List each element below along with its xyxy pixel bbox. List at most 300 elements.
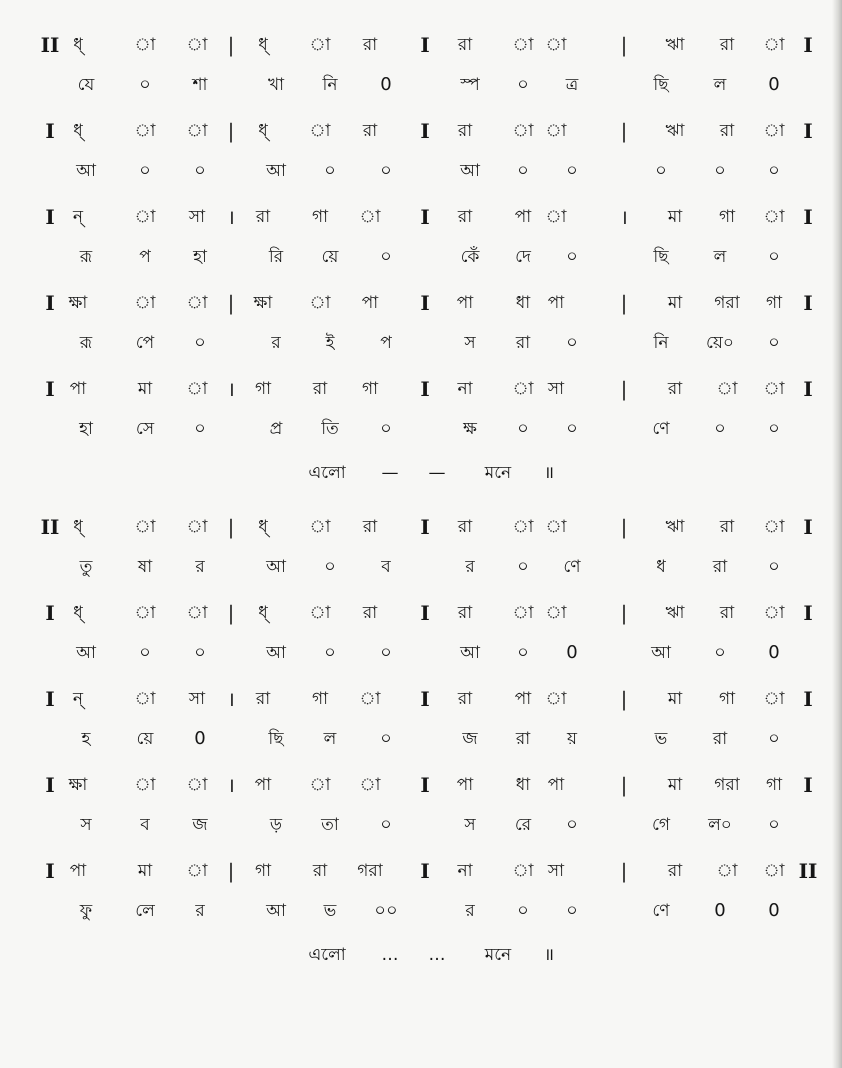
refrain-word: মনে bbox=[484, 945, 512, 965]
notation-row bbox=[0, 598, 842, 628]
swara-note: গা bbox=[311, 207, 329, 227]
swara-note: রা bbox=[719, 603, 735, 623]
lyric-syllable: ল bbox=[713, 75, 727, 95]
swara-note: া bbox=[359, 775, 381, 795]
refrain-word: এলো bbox=[308, 463, 346, 483]
lyric-syllable: ০০ bbox=[374, 900, 398, 921]
swara-note: ধা bbox=[515, 293, 531, 313]
lyric-syllable: য় bbox=[566, 729, 578, 749]
bar-line-mark: | bbox=[227, 291, 235, 315]
lyric-syllable: র bbox=[465, 557, 475, 577]
bar-line-mark: II bbox=[798, 859, 818, 883]
lyric-syllable: ০ bbox=[566, 814, 578, 835]
refrain-word: … bbox=[381, 945, 399, 965]
refrain-line bbox=[0, 940, 842, 970]
swara-note: া bbox=[309, 121, 331, 141]
swara-note: া bbox=[763, 35, 785, 55]
lyric-syllable: প্র bbox=[269, 419, 283, 439]
bar-line-mark: | bbox=[620, 33, 628, 57]
lyric-syllable: ০ bbox=[517, 418, 529, 439]
swara-note: রা bbox=[457, 689, 473, 709]
swara-note: রা bbox=[457, 35, 473, 55]
lyric-syllable: ০ bbox=[517, 74, 529, 95]
lyric-syllable: হা bbox=[79, 419, 93, 439]
lyric-syllable: প bbox=[139, 247, 151, 267]
swara-note: ঋা bbox=[665, 517, 685, 537]
lyric-syllable: ব bbox=[381, 557, 391, 577]
swara-note: না bbox=[457, 861, 473, 881]
notation-row bbox=[0, 770, 842, 800]
lyric-syllable: র bbox=[195, 557, 205, 577]
swara-note: া bbox=[359, 689, 381, 709]
lyric-row bbox=[0, 810, 842, 840]
lyric-syllable: য়ে bbox=[136, 729, 154, 749]
bar-line-mark: I bbox=[803, 119, 813, 143]
swara-note: সা bbox=[188, 207, 206, 227]
lyric-syllable: ০ bbox=[380, 642, 392, 663]
swara-note: া bbox=[512, 861, 534, 881]
lyric-syllable: ত্র bbox=[565, 75, 579, 95]
swara-note: রা bbox=[667, 379, 683, 399]
lyric-syllable: ০ bbox=[768, 556, 780, 577]
bar-line-mark: | bbox=[620, 377, 628, 401]
swara-note: পা bbox=[456, 775, 474, 795]
lyric-syllable: ই bbox=[325, 333, 335, 353]
lyric-syllable: তু bbox=[79, 557, 93, 577]
swara-note: পা bbox=[547, 293, 565, 313]
swara-note: া bbox=[545, 517, 567, 537]
bar-line-mark: I bbox=[803, 205, 813, 229]
lyric-syllable: ভ bbox=[323, 901, 337, 921]
lyric-syllable: ০ bbox=[380, 246, 392, 267]
swara-note: গা bbox=[765, 293, 783, 313]
swara-note: রা bbox=[457, 207, 473, 227]
lyric-syllable: ল০ bbox=[708, 815, 732, 835]
bar-line-mark: | bbox=[620, 687, 628, 711]
lyric-syllable: ০ bbox=[194, 160, 206, 181]
swara-note: া bbox=[359, 207, 381, 227]
swara-note: রা bbox=[362, 35, 378, 55]
lyric-syllable: ০ bbox=[714, 418, 726, 439]
swara-note: ধ্ bbox=[258, 35, 268, 55]
swara-note: া bbox=[309, 775, 331, 795]
lyric-syllable: 0 bbox=[768, 74, 780, 95]
lyric-syllable: ছি bbox=[653, 75, 669, 95]
lyric-syllable: 0 bbox=[714, 900, 726, 921]
lyric-row bbox=[0, 156, 842, 186]
swara-note: ধ্ bbox=[258, 121, 268, 141]
lyric-syllable: জ bbox=[462, 729, 478, 749]
swara-note: ঋা bbox=[665, 603, 685, 623]
lyric-row bbox=[0, 414, 842, 444]
swara-note: গরা bbox=[714, 775, 740, 795]
swara-note: ক্ষা bbox=[68, 775, 88, 795]
lyric-syllable: ০ bbox=[714, 642, 726, 663]
lyric-syllable: ০ bbox=[566, 160, 578, 181]
swara-note: া bbox=[134, 689, 156, 709]
bar-line-mark: | bbox=[227, 119, 235, 143]
swara-note: না bbox=[457, 379, 473, 399]
lyric-syllable: ০ bbox=[380, 814, 392, 835]
lyric-syllable: লে bbox=[135, 901, 155, 921]
lyric-syllable: ল bbox=[323, 729, 337, 749]
lyric-syllable: ০ bbox=[139, 642, 151, 663]
bar-line-mark: | bbox=[227, 515, 235, 539]
swara-note: রা bbox=[255, 207, 271, 227]
bar-line-mark: | bbox=[227, 859, 235, 883]
swara-note: া bbox=[763, 121, 785, 141]
lyric-syllable: র bbox=[465, 901, 475, 921]
lyric-syllable: পে bbox=[135, 333, 155, 353]
lyric-row bbox=[0, 896, 842, 926]
bar-line-mark: II bbox=[40, 33, 60, 57]
lyric-syllable: প bbox=[380, 333, 392, 353]
lyric-syllable: ছি bbox=[653, 247, 669, 267]
lyric-syllable: রূ bbox=[79, 247, 93, 267]
swara-note: রা bbox=[457, 121, 473, 141]
swara-note: পা bbox=[69, 861, 87, 881]
swara-note: রা bbox=[719, 121, 735, 141]
lyric-syllable: ০ bbox=[194, 332, 206, 353]
lyric-syllable: ফু bbox=[79, 901, 93, 921]
notation-row bbox=[0, 856, 842, 886]
swara-note: ঋা bbox=[665, 35, 685, 55]
lyric-syllable: ০ bbox=[566, 246, 578, 267]
refrain-word: — bbox=[381, 463, 399, 483]
lyric-syllable: নি bbox=[322, 75, 338, 95]
bar-line-mark: I bbox=[45, 291, 55, 315]
lyric-syllable: নি bbox=[653, 333, 669, 353]
bar-line-mark: । bbox=[227, 687, 235, 711]
lyric-syllable: শা bbox=[192, 75, 208, 95]
swara-note: া bbox=[134, 207, 156, 227]
swara-note: া bbox=[716, 379, 738, 399]
lyric-syllable: 0 bbox=[768, 900, 780, 921]
swara-note: মা bbox=[667, 293, 683, 313]
notation-row bbox=[0, 116, 842, 146]
bar-line-mark: I bbox=[45, 601, 55, 625]
notation-row bbox=[0, 512, 842, 542]
bar-line-mark: II bbox=[40, 515, 60, 539]
lyric-syllable: ণে bbox=[652, 419, 670, 439]
lyric-syllable: ষা bbox=[137, 557, 153, 577]
lyric-row bbox=[0, 70, 842, 100]
swara-note: মা bbox=[137, 379, 153, 399]
swara-note: ধ্ bbox=[73, 603, 83, 623]
swara-note: মা bbox=[667, 207, 683, 227]
swara-note: া bbox=[716, 861, 738, 881]
swara-note: পা bbox=[514, 689, 532, 709]
lyric-syllable: ণে bbox=[652, 901, 670, 921]
swara-note: গা bbox=[254, 861, 272, 881]
swara-note: ধ্ bbox=[73, 517, 83, 537]
lyric-syllable: 0 bbox=[194, 728, 206, 749]
swara-note: ধ্ bbox=[258, 603, 268, 623]
lyric-syllable: ভ bbox=[654, 729, 668, 749]
swara-note: রা bbox=[312, 379, 328, 399]
swara-note: া bbox=[545, 121, 567, 141]
lyric-syllable: ০ bbox=[324, 642, 336, 663]
swara-note: মা bbox=[137, 861, 153, 881]
bar-line-mark: | bbox=[620, 773, 628, 797]
lyric-syllable: 0 bbox=[380, 74, 392, 95]
swara-note: া bbox=[512, 517, 534, 537]
lyric-syllable: আ bbox=[460, 161, 480, 181]
swara-note: পা bbox=[456, 293, 474, 313]
lyric-syllable: গে bbox=[651, 815, 671, 835]
bar-line-mark: I bbox=[45, 687, 55, 711]
lyric-syllable: ০ bbox=[517, 556, 529, 577]
swara-note: া bbox=[186, 35, 208, 55]
swara-note: গরা bbox=[357, 861, 383, 881]
lyric-syllable: ০ bbox=[380, 160, 392, 181]
swara-note: া bbox=[309, 293, 331, 313]
lyric-row bbox=[0, 328, 842, 358]
swara-note: ন্ bbox=[72, 207, 84, 227]
swara-note: রা bbox=[362, 121, 378, 141]
lyric-syllable: ০ bbox=[380, 418, 392, 439]
lyric-syllable: স bbox=[464, 333, 476, 353]
refrain-line bbox=[0, 458, 842, 488]
swara-note: া bbox=[512, 121, 534, 141]
lyric-syllable: ০ bbox=[380, 728, 392, 749]
bar-line-mark: I bbox=[420, 119, 430, 143]
swara-note: রা bbox=[719, 517, 735, 537]
swara-note: গা bbox=[718, 689, 736, 709]
swara-note: পা bbox=[254, 775, 272, 795]
swara-note: রা bbox=[457, 517, 473, 537]
swara-note: পা bbox=[514, 207, 532, 227]
lyric-syllable: ০ bbox=[566, 332, 578, 353]
bar-line-mark: | bbox=[620, 119, 628, 143]
bar-line-mark: I bbox=[45, 773, 55, 797]
notation-row bbox=[0, 30, 842, 60]
swara-note: া bbox=[309, 517, 331, 537]
swara-note: মা bbox=[667, 689, 683, 709]
lyric-syllable: ০ bbox=[194, 642, 206, 663]
lyric-syllable: ড় bbox=[269, 815, 283, 835]
lyric-syllable: হা bbox=[193, 247, 207, 267]
swara-note: া bbox=[545, 207, 567, 227]
swara-note: ক্ষা bbox=[68, 293, 88, 313]
swara-note: া bbox=[545, 603, 567, 623]
swara-note: রা bbox=[255, 689, 271, 709]
swara-note: রা bbox=[362, 603, 378, 623]
lyric-syllable: ল bbox=[713, 247, 727, 267]
bar-line-mark: I bbox=[803, 773, 813, 797]
lyric-syllable: য়ে bbox=[321, 247, 339, 267]
swara-note: গরা bbox=[714, 293, 740, 313]
lyric-syllable: ০ bbox=[517, 160, 529, 181]
bar-line-mark: । bbox=[620, 205, 628, 229]
bar-line-mark: I bbox=[420, 291, 430, 315]
lyric-syllable: তা bbox=[321, 815, 339, 835]
bar-line-mark: I bbox=[803, 291, 813, 315]
bar-line-mark: I bbox=[45, 859, 55, 883]
lyric-syllable: হ bbox=[81, 729, 91, 749]
bar-line-mark: I bbox=[420, 859, 430, 883]
swara-note: গা bbox=[361, 379, 379, 399]
swara-note: া bbox=[545, 689, 567, 709]
lyric-syllable: স bbox=[80, 815, 92, 835]
swara-note: া bbox=[763, 207, 785, 227]
bar-line-mark: I bbox=[420, 773, 430, 797]
swara-note: ধ্ bbox=[73, 35, 83, 55]
lyric-syllable: ০ bbox=[194, 418, 206, 439]
swara-note: া bbox=[134, 603, 156, 623]
lyric-syllable: আ bbox=[266, 161, 286, 181]
lyric-syllable: ০ bbox=[566, 900, 578, 921]
refrain-word: মনে bbox=[484, 463, 512, 483]
refrain-word: ॥ bbox=[543, 463, 555, 483]
refrain-word: … bbox=[428, 945, 446, 965]
lyric-syllable: রা bbox=[515, 333, 531, 353]
swara-note: সা bbox=[547, 379, 565, 399]
swara-note: া bbox=[309, 603, 331, 623]
refrain-word: — bbox=[428, 463, 446, 483]
lyric-syllable: রা bbox=[515, 729, 531, 749]
lyric-syllable: রা bbox=[712, 729, 728, 749]
bar-line-mark: I bbox=[45, 377, 55, 401]
bar-line-mark: | bbox=[227, 601, 235, 625]
swara-note: ধা bbox=[515, 775, 531, 795]
lyric-syllable: খা bbox=[267, 75, 285, 95]
lyric-syllable: র bbox=[271, 333, 281, 353]
lyric-syllable: ০ bbox=[655, 160, 667, 181]
swara-note: া bbox=[309, 35, 331, 55]
lyric-syllable: যে bbox=[77, 75, 95, 95]
lyric-syllable: ব bbox=[140, 815, 150, 835]
lyric-syllable: রা bbox=[712, 557, 728, 577]
swara-note: া bbox=[763, 379, 785, 399]
swara-note: রা bbox=[667, 861, 683, 881]
swara-note: ক্ষা bbox=[253, 293, 273, 313]
bar-line-mark: I bbox=[45, 119, 55, 143]
lyric-syllable: আ bbox=[76, 161, 96, 181]
bar-line-mark: I bbox=[420, 377, 430, 401]
lyric-syllable: ণে bbox=[563, 557, 581, 577]
lyric-syllable: ০ bbox=[714, 160, 726, 181]
lyric-syllable: সে bbox=[135, 419, 155, 439]
swara-note: ধ্ bbox=[258, 517, 268, 537]
lyric-syllable: 0 bbox=[768, 642, 780, 663]
lyric-row bbox=[0, 724, 842, 754]
lyric-syllable: ০ bbox=[324, 556, 336, 577]
refrain-word: ॥ bbox=[543, 945, 555, 965]
bar-line-mark: I bbox=[803, 33, 813, 57]
lyric-syllable: দে bbox=[515, 247, 531, 267]
swara-note: গা bbox=[765, 775, 783, 795]
lyric-syllable: ০ bbox=[566, 418, 578, 439]
swara-note: ধ্ bbox=[73, 121, 83, 141]
swara-note: া bbox=[763, 517, 785, 537]
lyric-syllable: ০ bbox=[768, 418, 780, 439]
notation-row bbox=[0, 202, 842, 232]
bar-line-mark: I bbox=[803, 377, 813, 401]
lyric-syllable: রি bbox=[268, 247, 284, 267]
swara-note: া bbox=[186, 121, 208, 141]
lyric-syllable: ছি bbox=[268, 729, 284, 749]
bar-line-mark: I bbox=[420, 687, 430, 711]
lyric-syllable: আ bbox=[266, 901, 286, 921]
bar-line-mark: I bbox=[45, 205, 55, 229]
bar-line-mark: I bbox=[420, 601, 430, 625]
lyric-syllable: র bbox=[195, 901, 205, 921]
notation-row bbox=[0, 288, 842, 318]
lyric-syllable: রে bbox=[514, 815, 532, 835]
lyric-syllable: ধ bbox=[656, 557, 666, 577]
swara-note: া bbox=[134, 293, 156, 313]
bar-line-mark: I bbox=[803, 515, 813, 539]
lyric-syllable: ০ bbox=[768, 332, 780, 353]
swara-note: া bbox=[134, 121, 156, 141]
swara-note: া bbox=[186, 603, 208, 623]
lyric-syllable: তি bbox=[321, 419, 339, 439]
bar-line-mark: I bbox=[803, 687, 813, 711]
lyric-row bbox=[0, 638, 842, 668]
bar-line-mark: I bbox=[420, 33, 430, 57]
swara-note: গা bbox=[254, 379, 272, 399]
swara-note: া bbox=[512, 603, 534, 623]
swara-note: গা bbox=[718, 207, 736, 227]
lyric-syllable: ০ bbox=[139, 160, 151, 181]
swara-note: া bbox=[186, 861, 208, 881]
swara-note: া bbox=[763, 603, 785, 623]
lyric-row bbox=[0, 242, 842, 272]
lyric-syllable: ০ bbox=[139, 74, 151, 95]
swara-note: া bbox=[186, 293, 208, 313]
bar-line-mark: । bbox=[227, 205, 235, 229]
swara-note: া bbox=[512, 35, 534, 55]
bar-line-mark: I bbox=[420, 515, 430, 539]
bar-line-mark: | bbox=[227, 33, 235, 57]
swara-note: রা bbox=[362, 517, 378, 537]
bar-line-mark: । bbox=[227, 773, 235, 797]
lyric-syllable: আ bbox=[460, 643, 480, 663]
lyric-row bbox=[0, 552, 842, 582]
bar-line-mark: | bbox=[620, 601, 628, 625]
lyric-syllable: ০ bbox=[517, 642, 529, 663]
swara-note: রা bbox=[457, 603, 473, 623]
lyric-syllable: য়ে০ bbox=[706, 333, 734, 353]
bar-line-mark: | bbox=[620, 515, 628, 539]
swara-note: সা bbox=[547, 861, 565, 881]
swara-note: া bbox=[763, 861, 785, 881]
swara-note: সা bbox=[188, 689, 206, 709]
swara-note: া bbox=[763, 689, 785, 709]
swara-note: রা bbox=[719, 35, 735, 55]
notation-row bbox=[0, 374, 842, 404]
lyric-syllable: ক্ষ bbox=[463, 419, 477, 439]
swara-note: মা bbox=[667, 775, 683, 795]
lyric-syllable: আ bbox=[266, 643, 286, 663]
lyric-syllable: ০ bbox=[768, 160, 780, 181]
bar-line-mark: I bbox=[803, 601, 813, 625]
swara-note: া bbox=[186, 379, 208, 399]
bar-line-mark: | bbox=[620, 291, 628, 315]
lyric-syllable: কেঁ bbox=[460, 247, 480, 267]
lyric-syllable: স bbox=[464, 815, 476, 835]
lyric-syllable: আ bbox=[76, 643, 96, 663]
refrain-word: এলো bbox=[308, 945, 346, 965]
swara-note: া bbox=[134, 775, 156, 795]
swara-note: গা bbox=[311, 689, 329, 709]
swara-note: ন্ bbox=[72, 689, 84, 709]
bar-line-mark: | bbox=[620, 859, 628, 883]
bar-line-mark: । bbox=[227, 377, 235, 401]
lyric-syllable: ০ bbox=[517, 900, 529, 921]
lyric-syllable: আ bbox=[651, 643, 671, 663]
